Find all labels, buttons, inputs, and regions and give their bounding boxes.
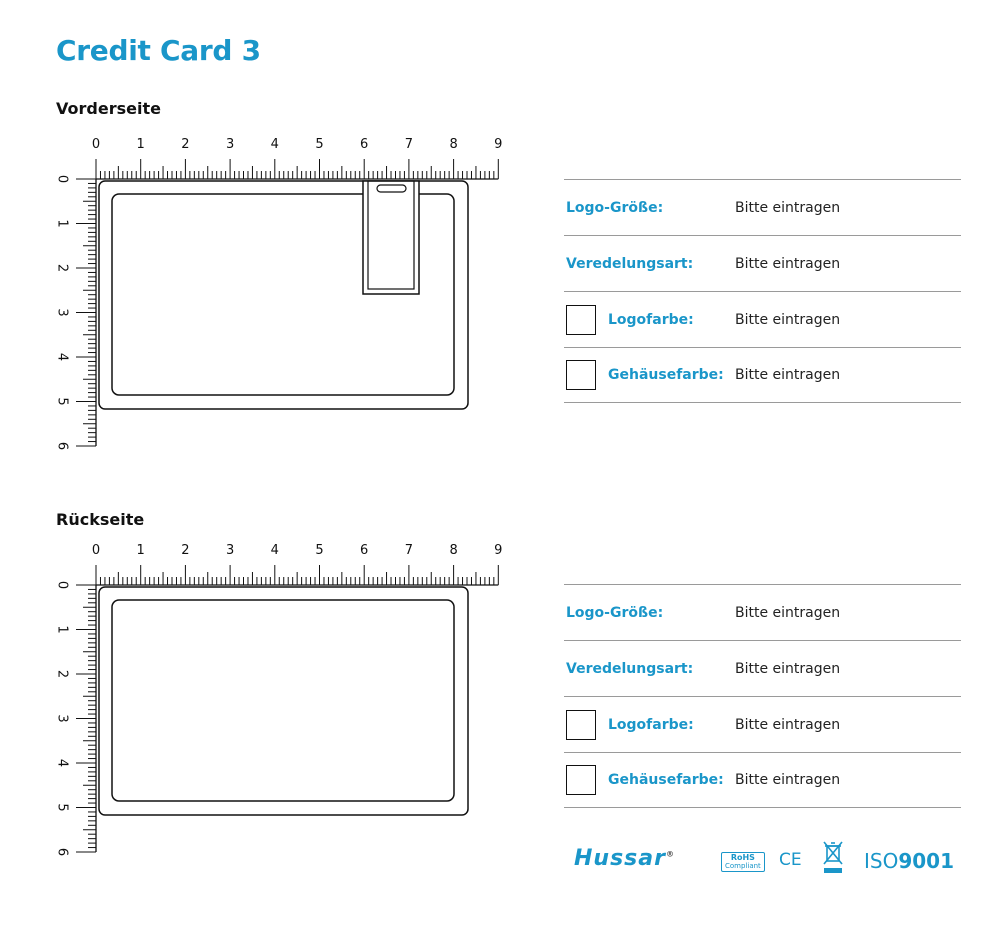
ruler-x-label: 0	[91, 137, 101, 152]
back-spec-form	[564, 584, 961, 808]
field-label-logo-color: Logofarbe:	[608, 311, 694, 328]
ruler-x-label: 2	[181, 137, 190, 152]
rohs-subtitle: Compliant	[725, 862, 761, 870]
front-spec-form	[564, 179, 961, 403]
field-value-logo-size[interactable]: Bitte eintragen	[735, 199, 841, 216]
ruler-y-label: 4	[54, 352, 70, 362]
ruler-y-label: 1	[54, 625, 70, 634]
ruler-x-label: 5	[315, 137, 324, 152]
housing-color-swatch[interactable]	[566, 360, 596, 390]
field-value-logo-color[interactable]: Bitte eintragen	[735, 311, 841, 328]
ruler-x-label: 1	[136, 137, 145, 152]
field-row-logo-color	[564, 696, 961, 752]
field-value-housing-color[interactable]: Bitte eintragen	[735, 772, 841, 788]
field-label-finishing: Veredelungsart:	[566, 255, 694, 272]
registered-mark: ®	[665, 849, 675, 859]
ruler-x-label: 9	[494, 543, 503, 558]
ruler-y-label: 4	[54, 758, 70, 768]
field-label-logo-color: Logofarbe:	[608, 716, 694, 733]
field-row-finishing	[564, 235, 961, 291]
field-value-finishing[interactable]: Bitte eintragen	[735, 255, 841, 272]
field-row-logo-size	[564, 179, 961, 235]
ruler-y-label: 1	[54, 219, 70, 228]
ruler-x-label: 8	[449, 137, 458, 152]
usb-tab-outline	[363, 181, 419, 294]
ce-mark: CE	[779, 850, 802, 870]
logo-color-swatch[interactable]	[566, 305, 596, 335]
field-value-logo-color[interactable]: Bitte eintragen	[735, 716, 841, 733]
ruler-x-label: 7	[404, 137, 414, 152]
field-label-housing-color: Gehäusefarbe:	[608, 367, 724, 383]
ruler-x-label: 8	[449, 543, 458, 558]
logo-color-swatch[interactable]	[566, 710, 596, 740]
field-value-housing-color[interactable]: Bitte eintragen	[735, 367, 841, 383]
ruler-x-label: 4	[270, 543, 279, 558]
card-front-drawing	[0, 0, 560, 451]
rohs-title: RoHS	[730, 853, 755, 862]
ruler-x-label: 9	[494, 137, 503, 152]
field-label-logo-size: Logo-Größe:	[566, 604, 664, 621]
field-row-housing-color	[564, 347, 961, 403]
ruler-x-label: 5	[315, 543, 324, 558]
ruler-y-label: 0	[54, 580, 70, 590]
ruler-x-label: 6	[360, 543, 369, 558]
field-row-logo-size	[564, 584, 961, 640]
ruler-x-label: 3	[225, 137, 235, 152]
rohs-badge	[721, 852, 765, 872]
ruler-x-label: 3	[225, 543, 235, 558]
ruler-y-label: 5	[54, 803, 70, 812]
field-label-housing-color: Gehäusefarbe:	[608, 772, 724, 788]
card-outer-outline	[99, 587, 468, 815]
certification-footer	[574, 840, 954, 884]
ruler-y-label: 6	[54, 441, 70, 451]
ruler-x-label: 4	[270, 137, 279, 152]
iso-9001-mark	[864, 849, 954, 873]
ruler-y-label: 6	[54, 847, 70, 857]
ruler-y-label: 2	[54, 669, 70, 679]
ruler-y-label: 2	[54, 263, 70, 273]
field-value-logo-size[interactable]: Bitte eintragen	[735, 604, 841, 621]
page-title: Credit Card 3	[56, 34, 261, 67]
ruler-y-label: 5	[54, 397, 70, 406]
card-inner-outline	[112, 600, 454, 801]
crossed-out-bin-icon	[822, 840, 844, 874]
brand-name: Hussar	[574, 846, 666, 871]
field-row-finishing	[564, 640, 961, 696]
card-back-drawing	[0, 406, 560, 857]
ruler-y-label: 3	[54, 308, 70, 317]
field-value-finishing[interactable]: Bitte eintragen	[735, 660, 841, 677]
field-row-housing-color	[564, 752, 961, 808]
section-heading-back: Rückseite	[56, 510, 145, 529]
hussar-logo	[574, 846, 675, 871]
ruler-x-label: 2	[181, 543, 190, 558]
iso-number: 9001	[898, 849, 955, 873]
ruler-x-label: 0	[91, 543, 101, 558]
housing-color-swatch[interactable]	[566, 765, 596, 795]
section-heading-front: Vorderseite	[56, 99, 161, 118]
ruler-x-label: 1	[136, 543, 145, 558]
field-label-logo-size: Logo-Größe:	[566, 199, 664, 216]
ruler-y-label: 0	[54, 174, 70, 184]
ruler-y-label: 3	[54, 714, 70, 723]
ruler-x-label: 6	[360, 137, 369, 152]
ruler-x-label: 7	[404, 543, 414, 558]
iso-prefix: ISO	[864, 849, 899, 873]
field-label-finishing: Veredelungsart:	[566, 660, 694, 677]
field-row-logo-color	[564, 291, 961, 347]
